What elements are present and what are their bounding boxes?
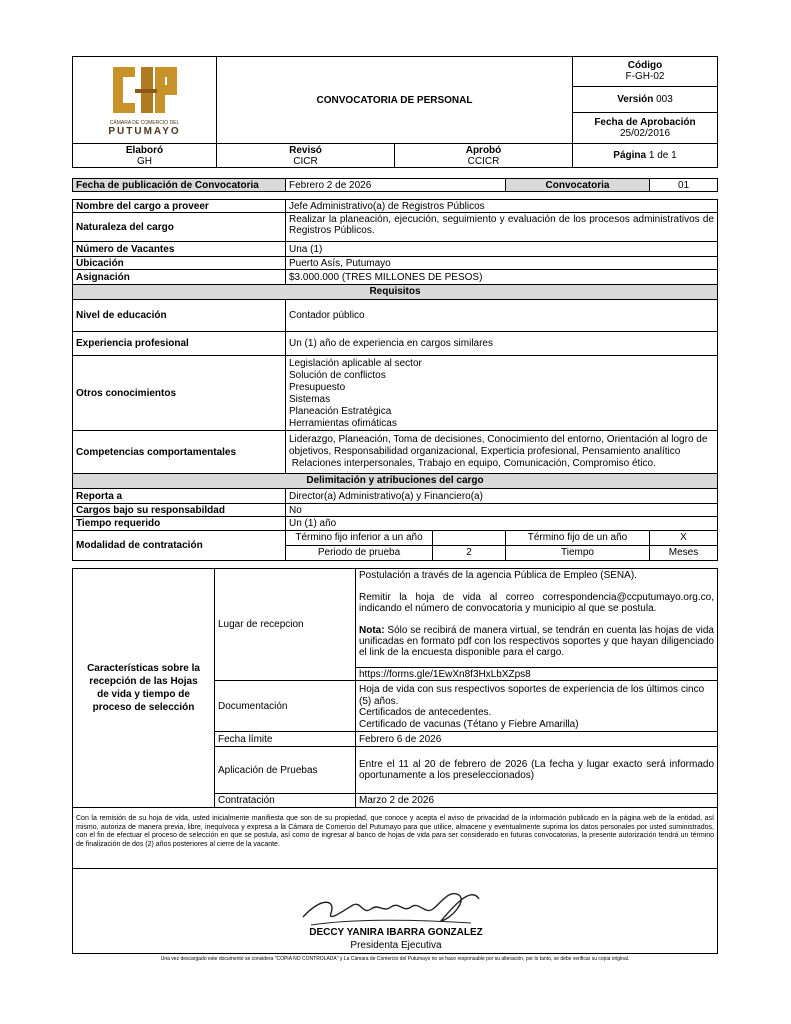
otros-list — [285, 355, 718, 431]
ubicacion-value: Puerto Asís, Putumayo — [285, 256, 718, 270]
nota-label: Nota: — [359, 625, 385, 636]
delimitacion-heading: Delimitación y atribuciones del cargo — [72, 473, 718, 489]
elaboro-cell — [72, 143, 217, 168]
elaboro-value: GH — [137, 156, 152, 167]
version-cell — [572, 86, 718, 113]
nombre-cargo-value: Jefe Administrativo(a) de Registros Públicos — [285, 199, 718, 213]
requisitos-heading: Requisitos — [72, 284, 718, 300]
cargos-label: Cargos bajo su responsabildad — [72, 503, 286, 517]
tiempo2-value: Meses — [649, 545, 718, 561]
fecha-limite-label: Fecha límite — [214, 731, 356, 747]
convocatoria-label: Convocatoria — [505, 178, 650, 192]
experiencia-value: Un (1) año de experiencia en cargos similares — [285, 331, 718, 356]
document-title: CONVOCATORIA DE PERSONAL — [216, 56, 573, 144]
publicacion-label: Fecha de publicación de Convocatoria — [72, 178, 286, 192]
lugar-label: Lugar de recepcion — [214, 568, 356, 681]
lugar-paragraph-2: Remitir la hoja de vida al correo correspondencia@ccputumayo.org.co, indicando el número de convocatoria y municipio al que se postula. — [359, 592, 714, 614]
tiempo-label: Tiempo requerido — [72, 516, 286, 531]
codigo-value: F-GH-02 — [625, 71, 665, 82]
termino-inferior-label: Término fijo inferior a un año — [285, 530, 433, 546]
fecha-aprobacion-label: Fecha de Aprobación — [594, 117, 696, 128]
experiencia-label: Experiencia profesional — [72, 331, 286, 356]
publicacion-value: Febrero 2 de 2026 — [285, 178, 506, 192]
documentacion-line: Certificados de antecedentes. — [359, 707, 492, 718]
lugar-value — [355, 568, 718, 681]
vacantes-value: Una (1) — [285, 241, 718, 257]
version-value: 003 — [656, 94, 673, 105]
reviso-label: Revisó — [289, 145, 322, 156]
competencias-label: Competencias comportamentales — [72, 430, 286, 474]
aprobo-label: Aprobó — [465, 145, 502, 156]
documentacion-line: Hoja de vida con sus respectivos soportes de experiencia de los últimos cinco (5) años. — [359, 684, 705, 707]
logo-text-1: CÁMARA DE COMERCIO DEL — [109, 120, 180, 126]
otros-label: Otros conocimientos — [72, 355, 286, 431]
reviso-cell — [216, 143, 395, 168]
nombre-cargo-label: Nombre del cargo a proveer — [72, 199, 286, 213]
signatory-role: Presidenta Ejecutiva — [350, 940, 442, 951]
pagina-cell — [572, 143, 718, 168]
periodo-label: Periodo de prueba — [285, 545, 433, 561]
pruebas-value: Entre el 11 al 20 de febrero de 2026 (La fecha y lugar exacto será informado oportunamente a los preseleccionados) — [355, 746, 718, 794]
contratacion-label: Contratación — [214, 793, 356, 808]
naturaleza-label: Naturaleza del cargo — [72, 212, 286, 242]
asignacion-value: $3.000.000 (TRES MILLONES DE PESOS) — [285, 269, 718, 285]
encuesta-link[interactable]: https://forms.gle/1EwXn8f3HxLbXZps8 — [355, 667, 718, 681]
cargos-value: No — [285, 503, 718, 517]
convocatoria-value: 01 — [649, 178, 718, 192]
aprobo-cell — [394, 143, 573, 168]
competencias-line: Relaciones interpersonales, Trabajo en equipo, Comunicación, Compromiso ético. — [289, 458, 656, 469]
list-item: Solución de conflictos — [289, 370, 386, 381]
tiempo2-label: Tiempo — [505, 545, 650, 561]
documentacion-value — [355, 680, 718, 732]
elaboro-label: Elaboró — [125, 145, 164, 156]
list-item: Legislación aplicable al sector — [289, 358, 422, 369]
pagina-value: 1 de 1 — [648, 150, 677, 161]
chamber-logo-icon — [105, 61, 185, 119]
lugar-paragraph-1: Postulación a través de la agencia Pública de Empleo (SENA). — [359, 570, 637, 581]
reviso-value: CICR — [293, 156, 318, 167]
asignacion-label: Asignación — [72, 269, 286, 285]
recepcion-main-label: Características sobre la recepción de las Hojas de vida y tiempo de proceso de selección — [72, 568, 215, 808]
pagina-label: Página — [613, 150, 647, 161]
list-item: Sistemas — [289, 394, 331, 405]
header-logo-cell — [72, 56, 217, 144]
termino-fijo-label: Término fijo de un año — [505, 530, 650, 546]
contratacion-value: Marzo 2 de 2026 — [355, 793, 718, 808]
educacion-label: Nivel de educación — [72, 299, 286, 332]
competencias-line: objetivos, Responsabilidad organizacional, Experticia profesional, Pensamiento analítico — [289, 446, 681, 457]
logo-text-2: PUTUMAYO — [108, 126, 181, 137]
nota-text: Sólo se recibirá de manera virtual, se tendrán en cuenta las hojas de vida unificadas en formato pdf con los respectivos soportes y que hayan diligenciado el link de la encuesta disponible para el cargo. — [359, 625, 714, 658]
version-label: Versión — [617, 94, 654, 105]
naturaleza-value: Realizar la planeación, ejecución, seguimiento y evaluación de los procesos administrativos de Registros Públicos. — [285, 212, 718, 242]
fecha-aprobacion-value: 25/02/2016 — [619, 128, 671, 139]
nota-paragraph — [359, 625, 714, 658]
termino-inferior-value — [432, 530, 506, 546]
aprobo-value: CCICR — [467, 156, 500, 167]
competencias-value — [285, 430, 718, 474]
pruebas-label: Aplicación de Pruebas — [214, 746, 356, 794]
documentacion-line: Certificado de vacunas (Tétano y Fiebre Amarilla) — [359, 718, 579, 730]
documentacion-label: Documentación — [214, 680, 356, 732]
list-item: Herramientas ofimáticas — [289, 418, 397, 429]
footer-disclaimer: Una vez descargado este documento se considera "COPIA NO CONTROLADA" y La Cámara de Comercio del Putumayo no se hace responsable por su alteración, por lo tanto, se debe verificar su copia original. — [160, 956, 630, 962]
vacantes-label: Número de Vacantes — [72, 241, 286, 257]
fecha-limite-value: Febrero 6 de 2026 — [355, 731, 718, 747]
reporta-value: Director(a) Administrativo(a) y Financiero(a) — [285, 488, 718, 504]
codigo-label: Código — [627, 60, 663, 71]
privacy-notice: Con la remisión de su hoja de vida, usted inicialmente manifiesta que son de su propiedad, que conoce y acepta el aviso de privacidad de la información publicado en la página web de la entidad, así mismo, autoriza de manera previa, libre, inequívoca y expresa a la Cámara de Comercio del Putumayo para que utilice, almacene y eventualmente suprima los datos personales por usted suministrados, con el fin de efectuar el proceso de selección en que se postula, así como de ingresar al banco de hojas de vida para ser considerado en futuras convocatorias, la presente autorización tendrá un término de finalización de dos (2) años posteriores al cierre de la vacante. — [72, 807, 718, 869]
list-item: Presupuesto — [289, 382, 346, 393]
fecha-aprobacion-cell — [572, 112, 718, 144]
competencias-line: Liderazgo, Planeación, Toma de decisiones, Conocimiento del entorno, Orientación al logro de — [289, 434, 708, 445]
periodo-value: 2 — [432, 545, 506, 561]
signature-icon — [291, 879, 491, 934]
educacion-value: Contador público — [285, 299, 718, 332]
reporta-label: Reporta a — [72, 488, 286, 504]
list-item: Planeación Estratégica — [289, 406, 392, 417]
codigo-cell — [572, 56, 718, 87]
signature-box — [72, 868, 718, 954]
ubicacion-label: Ubicación — [72, 256, 286, 270]
signatory-name: DECCY YANIRA IBARRA GONZALEZ — [309, 927, 483, 938]
termino-fijo-value: X — [649, 530, 718, 546]
modalidad-label: Modalidad de contratación — [72, 530, 286, 561]
tiempo-value: Un (1) año — [285, 516, 718, 531]
